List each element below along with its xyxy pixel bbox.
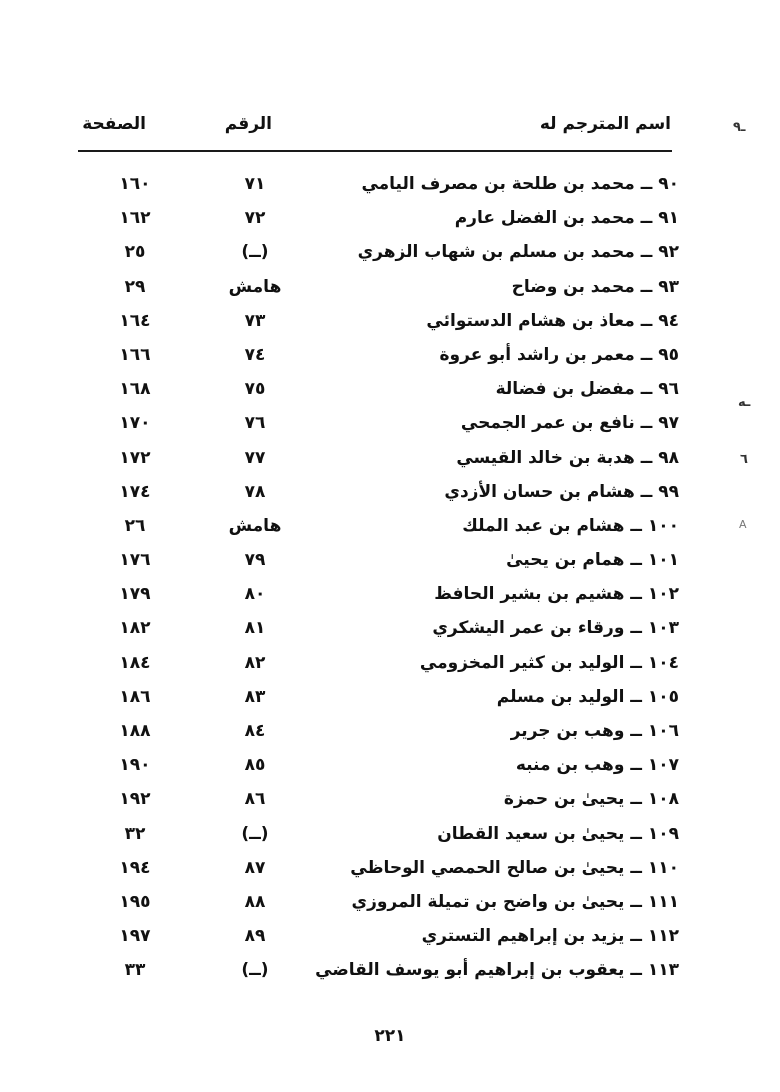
entry-name: ١١٣ ــ يعقوب بن إبراهيم أبو يوسف القاضي <box>315 960 679 981</box>
entry-name: ٩٣ ــ محمد بن وضاح <box>511 276 679 297</box>
entry-number: ٨٥ <box>244 755 266 776</box>
entry-name: ١٠٧ ــ وهب بن منبه <box>515 755 679 776</box>
table-row <box>0 341 749 375</box>
entry-name: ١٠٠ ــ هشام بن عبد الملك <box>462 515 679 536</box>
table-row <box>0 785 749 819</box>
entry-name: ١٠٦ ــ وهب بن جرير <box>510 721 679 741</box>
entry-number: ٧١ <box>244 174 266 194</box>
entry-number: ٨٤ <box>244 721 266 741</box>
entry-page: ١٧٢ <box>119 447 151 468</box>
entry-page: ١٨٨ <box>119 721 151 741</box>
entry-page: ١٦٤ <box>119 310 151 331</box>
entry-name: ١٠٤ ــ الوليد بن كثير المخزومي <box>419 652 679 673</box>
entry-page: ٢٩ <box>124 276 146 297</box>
entry-name: ٩٢ ــ محمد بن مسلم بن شهاب الزهري <box>357 242 679 263</box>
entry-number: ٨٣ <box>244 686 266 707</box>
entry-number: ٨١ <box>244 618 266 639</box>
table-row <box>0 409 749 443</box>
entry-page: ٢٦ <box>124 515 146 536</box>
entry-number: (ــ) <box>241 960 269 981</box>
entry-number: ٨٧ <box>244 857 266 878</box>
entry-name: ٩٨ ــ هدبة بن خالد القيسي <box>456 447 679 468</box>
table-row <box>0 580 749 614</box>
entry-number: ٨٩ <box>244 926 266 947</box>
table-row <box>0 375 749 409</box>
entries-table <box>0 170 749 991</box>
entry-number: ٨٨ <box>244 891 266 912</box>
entry-name: ١٠١ ــ همام بن يحيىٰ <box>506 550 679 571</box>
table-row <box>0 512 749 546</box>
entry-page: ١٩٢ <box>119 789 151 810</box>
entry-name: ٩٧ ــ نافع بن عمر الجمحي <box>460 413 679 434</box>
margin-mark: ـه <box>738 395 751 410</box>
entry-page: ١٧٩ <box>119 584 151 605</box>
entry-page: ١٦٠ <box>119 174 151 194</box>
table-row <box>0 307 749 341</box>
table-row <box>0 238 749 272</box>
entry-number: ٨٦ <box>244 789 266 810</box>
table-row <box>0 546 749 580</box>
entry-name: ١٠٨ ــ يحيىٰ بن حمزة <box>503 789 679 810</box>
entry-name: ٩٦ ــ مفضل بن فضالة <box>495 379 679 400</box>
entry-number: ٧٥ <box>244 379 266 400</box>
table-row <box>0 273 749 307</box>
entry-number: (ــ) <box>241 242 269 263</box>
entry-number: ٧٣ <box>244 310 266 331</box>
entry-page: ١٩٠ <box>119 755 151 776</box>
entry-page: ١٦٢ <box>119 208 151 229</box>
table-row <box>0 717 749 751</box>
table-row <box>0 649 749 683</box>
table-row <box>0 922 749 956</box>
entry-number: ٧٩ <box>244 550 266 571</box>
page-number: ٢٢١ <box>374 1026 406 1046</box>
table-row <box>0 478 749 512</box>
entry-number: ٧٦ <box>244 413 266 434</box>
entry-name: ٩٩ ــ هشام بن حسان الأزدي <box>444 481 679 502</box>
entry-name: ١٠٩ ــ يحيىٰ بن سعيد القطان <box>437 823 679 844</box>
entry-name: ٩٤ ــ معاذ بن هشام الدستوائي <box>426 310 679 331</box>
entry-number: ٧٤ <box>244 344 266 365</box>
entry-number: ٨٠ <box>244 584 266 605</box>
entry-number: هامش <box>228 276 282 297</box>
margin-mark: ٦ <box>740 452 748 467</box>
entry-page: ١٨٢ <box>119 618 151 639</box>
margin-mark: ـ٩ <box>733 120 746 135</box>
entry-page: ٣٢ <box>124 823 146 844</box>
entry-name: ٩٠ ــ محمد بن طلحة بن مصرف اليامي <box>361 174 679 194</box>
entry-name: ٩١ ــ محمد بن الفضل عارم <box>454 208 679 229</box>
entry-number: ٨٢ <box>244 652 266 673</box>
entry-page: ١٦٦ <box>119 344 151 365</box>
entry-name: ٩٥ ــ معمر بن راشد أبو عروة <box>439 344 679 365</box>
table-row <box>0 614 749 648</box>
entry-page: ١٨٤ <box>119 652 151 673</box>
entry-name: ١٠٢ ــ هشيم بن بشير الحافظ <box>434 584 679 605</box>
entry-page: ١٨٦ <box>119 686 151 707</box>
entry-name: ١١١ ــ يحيىٰ بن واضح بن تميلة المروزي <box>351 891 679 912</box>
column-header-number: الرقم <box>224 114 272 134</box>
table-row <box>0 170 749 204</box>
entry-page: ١٩٧ <box>119 926 151 947</box>
entry-name: ١٠٣ ــ ورقاء بن عمر اليشكري <box>432 618 679 639</box>
column-header-name: اسم المترجم له <box>539 114 671 134</box>
entry-number: (ــ) <box>241 823 269 844</box>
entry-number: ٧٧ <box>244 447 266 468</box>
entry-page: ٢٥ <box>124 242 146 263</box>
entry-page: ١٧٠ <box>119 413 151 434</box>
entry-number: ٧٨ <box>244 481 266 502</box>
column-header-page: الصفحة <box>82 114 146 134</box>
margin-mark: A <box>739 518 747 531</box>
table-row <box>0 204 749 238</box>
table-row <box>0 683 749 717</box>
table-row <box>0 444 749 478</box>
table-row <box>0 956 749 990</box>
entry-page: ٣٣ <box>124 960 146 981</box>
table-row <box>0 820 749 854</box>
entry-page: ١٧٦ <box>119 550 151 571</box>
entry-page: ١٧٤ <box>119 481 151 502</box>
header-rule <box>78 150 672 152</box>
entry-name: ١١٢ ــ يزيد بن إبراهيم التستري <box>421 926 679 947</box>
entry-name: ١٠٥ ــ الوليد بن مسلم <box>496 686 679 707</box>
table-row <box>0 751 749 785</box>
entry-name: ١١٠ ــ يحيىٰ بن صالح الحمصي الوحاظي <box>350 857 679 878</box>
entry-number: هامش <box>228 515 282 536</box>
table-row <box>0 888 749 922</box>
table-row <box>0 854 749 888</box>
entry-page: ١٩٤ <box>119 857 151 878</box>
entry-number: ٧٢ <box>244 208 266 229</box>
entry-page: ١٩٥ <box>119 891 151 912</box>
entry-page: ١٦٨ <box>119 379 151 400</box>
